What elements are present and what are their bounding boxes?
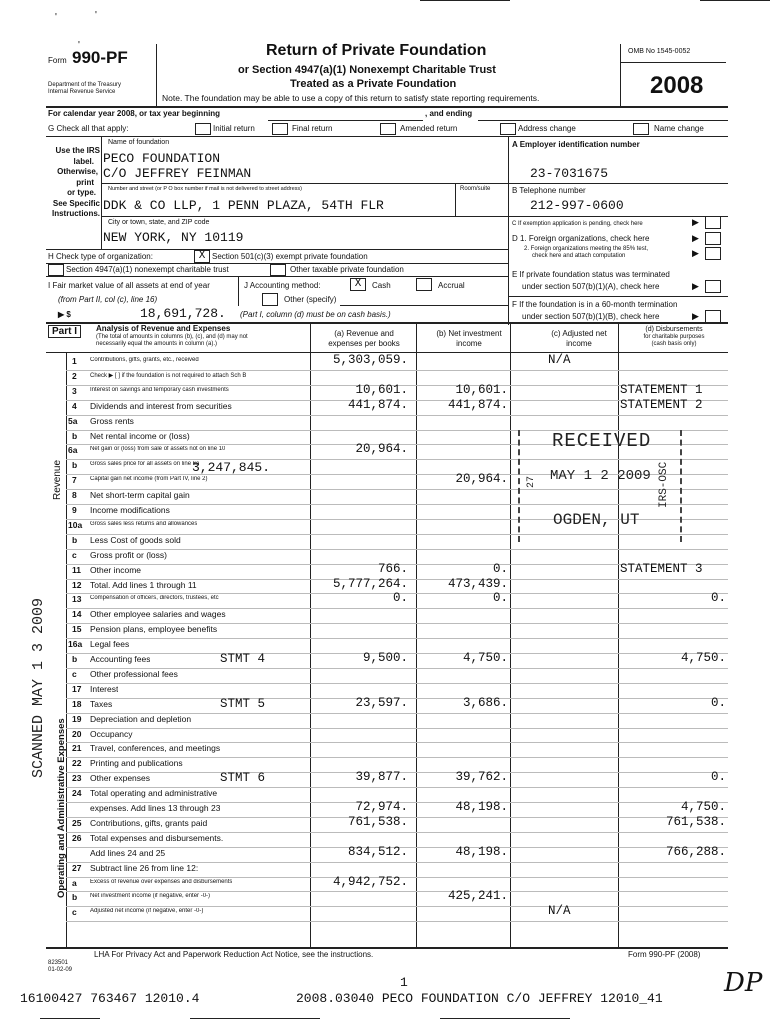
row-number: 20 xyxy=(72,728,82,739)
row-label: Occupancy xyxy=(90,728,133,739)
received-stamp-date: MAY 1 2 2009 xyxy=(550,468,651,484)
col-d-value: 761,538. xyxy=(665,814,726,829)
row-label: Capital gain net income (from Part IV, line 2) xyxy=(90,476,208,483)
col-b-value: 48,198. xyxy=(455,844,508,859)
row-label: Income modifications xyxy=(90,505,170,515)
col-b-value: 473,439. xyxy=(447,576,508,591)
col-d-header-2: for charitable purposes xyxy=(643,334,705,340)
irs-name: Internal Revenue Service xyxy=(48,89,116,95)
row-number: 14 xyxy=(72,609,82,620)
row-number: 11 xyxy=(72,564,81,575)
row-label: Travel, conferences, and meetings xyxy=(90,743,221,754)
document-id-right: 2008.03040 PECO FOUNDATION C/O JEFFREY 12010_41 xyxy=(296,991,663,1006)
street-address: DDK & CO LLP, 1 PENN PLAZA, 54TH FLR xyxy=(103,198,384,213)
name-change-label: Name change xyxy=(654,124,704,133)
col-b-value: 425,241. xyxy=(447,889,508,904)
row-label: Taxes xyxy=(90,698,113,709)
foundation-name-label: Name of foundation xyxy=(108,139,170,146)
row-number: 1 xyxy=(72,356,77,366)
section-501c3-label: Section 501(c)(3) exempt private foundation xyxy=(212,252,368,261)
d2-foreign-computation: check here and attach computation xyxy=(532,253,626,259)
col-b-value: 10,601. xyxy=(455,382,508,397)
col-b-value: 20,964. xyxy=(455,472,508,487)
row-label: Other professional fees xyxy=(90,668,178,679)
e-terminated-label-2: under section 507(b)(1)(A), check here xyxy=(522,282,660,291)
form-title: Return of Private Foundation xyxy=(266,42,487,59)
foundation-care-of: C/O JEFFREY FEINMAN xyxy=(103,166,252,181)
row-number: b xyxy=(72,892,78,903)
f-termination-label: F If the foundation is in a 60-month termination xyxy=(512,300,678,309)
row-number: 19 xyxy=(72,713,82,724)
omb-number: OMB No 1545-0052 xyxy=(628,48,691,55)
telephone-value: 212-997-0600 xyxy=(530,198,624,213)
row-label: Total expenses and disbursements. xyxy=(90,832,224,843)
row-label: Contributions, gifts, grants, etc., received xyxy=(90,357,199,363)
row-label: Add lines 24 and 25 xyxy=(90,847,166,858)
row-number: 16a xyxy=(68,639,83,650)
row-label: Total operating and administrative xyxy=(90,788,218,799)
form-subtitle: or Section 4947(a)(1) Nonexempt Charitable Trust xyxy=(238,64,496,76)
telephone-label: B Telephone number xyxy=(512,186,586,195)
other-method-label: Other (specify) xyxy=(284,295,337,304)
col-d-header: (d) Disbursements xyxy=(645,326,703,333)
e-terminated-checkbox[interactable] xyxy=(705,280,721,293)
stamp-number: 27 xyxy=(526,475,537,488)
row-number: 5a xyxy=(68,415,78,426)
scanned-stamp: SCANNED MAY 1 3 2009 xyxy=(30,597,47,778)
row-number: 6a xyxy=(68,445,78,456)
fmv-value: 18,691,728. xyxy=(140,306,226,321)
col-b-value: 0. xyxy=(492,561,508,576)
row-label: Other income xyxy=(90,564,142,575)
d2-foreign-checkbox[interactable] xyxy=(705,247,721,260)
row-number: 26 xyxy=(72,832,82,843)
row-number: 7 xyxy=(72,475,77,486)
col-d-value: STATEMENT 3 xyxy=(620,561,703,576)
cash-basis-note: (Part I, column (d) must be on cash basis.) xyxy=(240,310,391,319)
city-label: City or town, state, and ZIP code xyxy=(108,219,210,226)
col-b-value: 4,750. xyxy=(462,651,508,665)
part-i-label: Part I xyxy=(48,325,81,338)
col-a-value: 20,964. xyxy=(355,442,408,457)
amended-return-label: Amended return xyxy=(400,124,458,133)
footer-code: 823501 xyxy=(48,960,69,966)
row-label: Accounting fees xyxy=(90,654,151,664)
col-b-value: 48,198. xyxy=(455,800,508,814)
row-number: 17 xyxy=(72,683,82,694)
room-suite-label: Room/suite xyxy=(460,186,491,192)
row-number: b xyxy=(72,534,78,545)
row-number: 9 xyxy=(72,505,77,515)
col-d-value: 0. xyxy=(710,770,726,785)
e-terminated-label: E If private foundation status was terminated xyxy=(512,270,670,279)
col-d-value: 0. xyxy=(710,591,726,606)
accrual-method-label: Accrual xyxy=(438,281,465,290)
department: Department of the Treasury xyxy=(48,82,122,88)
j-accounting-label: J Accounting method: xyxy=(244,281,321,290)
row-label: Pension plans, employee benefits xyxy=(90,624,218,635)
row-label: Check ▶ [ ] if the foundation is not required to attach Sch B xyxy=(90,372,247,379)
col-a-value: 23,597. xyxy=(355,695,408,710)
col-d-value: 4,750. xyxy=(680,800,726,814)
row-number: c xyxy=(72,549,77,560)
row-divider xyxy=(66,683,728,684)
received-stamp-office: OGDEN, UT xyxy=(553,511,640,529)
i-dollar: ▶ $ xyxy=(58,310,71,319)
col-d-value: STATEMENT 2 xyxy=(620,397,703,412)
row-divider xyxy=(66,415,728,416)
row-label: Gross sales price for all assets on line 6a xyxy=(90,461,200,468)
row-label: Adjusted net income (if negative, enter -0-) xyxy=(90,908,204,915)
row-label: Gross profit or (loss) xyxy=(90,549,167,560)
cash-method-label: Cash xyxy=(372,281,391,290)
accrual-method-checkbox[interactable] xyxy=(416,278,432,291)
revenue-side-label: Revenue xyxy=(52,459,63,500)
form-number: 990-PF xyxy=(72,48,128,67)
row-number: a xyxy=(72,877,77,888)
d2-foreign-label: 2. Foreign organizations meeting the 85% test, xyxy=(524,246,649,252)
row-number: 12 xyxy=(72,579,82,590)
row-label: Other expenses xyxy=(90,773,151,784)
col-a-value: 834,512. xyxy=(347,844,408,859)
row-number: 10a xyxy=(68,519,83,530)
row-number: 22 xyxy=(72,758,82,769)
tax-year: 2008 xyxy=(650,72,704,99)
col-c-header-2: income xyxy=(566,339,592,348)
name-change-checkbox[interactable] xyxy=(633,123,649,135)
c-exemption-checkbox[interactable] xyxy=(705,216,721,229)
row-divider xyxy=(66,370,728,371)
row-number: 2 xyxy=(72,370,77,381)
col-a-value: 5,303,059. xyxy=(332,353,408,367)
col-c-header: (c) Adjusted net xyxy=(551,329,607,338)
row-label: Printing and publications xyxy=(90,758,183,769)
row-number: 13 xyxy=(72,594,82,605)
initial-return-label: Initial return xyxy=(213,124,255,133)
scan-mark: ' xyxy=(78,40,80,51)
part-i-desc-2: necessarily equal the amounts in column (a).) xyxy=(96,341,218,347)
gross-sales-amount: 3,247,845. xyxy=(192,460,271,475)
scan-mark: ' xyxy=(95,10,97,21)
row-number: 8 xyxy=(72,490,77,501)
col-b-header-2: income xyxy=(456,339,482,348)
footer-date-code: 01-02-09 xyxy=(48,967,73,973)
col-a-value: 0. xyxy=(392,591,408,606)
row-number: b xyxy=(72,654,78,664)
row-label: Net gain or (loss) from sale of assets not on line 10 xyxy=(90,446,226,453)
irs-osc-stamp: IRS-OSC xyxy=(658,461,670,508)
col-a-value: 5,777,264. xyxy=(332,576,408,591)
d1-foreign-checkbox[interactable] xyxy=(705,232,721,245)
row-divider xyxy=(66,728,728,729)
document-id-left: 16100427 763467 12010.4 xyxy=(20,991,200,1006)
cash-method-checkbox[interactable]: X xyxy=(350,278,366,291)
row-label: Net rental income or (loss) xyxy=(90,430,190,441)
row-divider xyxy=(66,891,728,892)
privacy-notice: LHA For Privacy Act and Paperwork Reduction Act Notice, see the instructions. xyxy=(94,950,374,959)
col-a-value: 10,601. xyxy=(355,382,408,397)
row-label: Net short-term capital gain xyxy=(90,490,190,501)
col-a-value: 4,942,752. xyxy=(332,874,408,889)
city-state-zip: NEW YORK, NY 10119 xyxy=(103,230,244,245)
row-label: Legal fees xyxy=(90,639,130,650)
address-change-checkbox[interactable] xyxy=(500,123,516,135)
col-b-header: (b) Net investment xyxy=(436,329,502,338)
row-statement-ref: STMT 5 xyxy=(220,696,266,711)
col-c-value: N/A xyxy=(548,904,571,919)
col-b-value: 0. xyxy=(492,591,508,606)
initial-return-checkbox[interactable] xyxy=(195,123,211,135)
final-return-checkbox[interactable] xyxy=(272,123,288,135)
other-taxable-checkbox[interactable] xyxy=(270,264,286,276)
received-stamp-text: RECEIVED xyxy=(552,430,652,452)
row-label: Depreciation and depletion xyxy=(90,713,192,724)
row-label: Interest on savings and temporary cash investments xyxy=(90,386,229,393)
calendar-year-label: For calendar year 2008, or tax year beginning xyxy=(48,109,221,118)
expenses-side-label: Operating and Administrative Expenses xyxy=(56,718,67,898)
row-number: 15 xyxy=(72,624,82,635)
row-label: Gross rents xyxy=(90,415,134,426)
row-label: Compensation of officers, directors, trustees, etc xyxy=(90,595,219,602)
final-return-label: Final return xyxy=(292,124,333,133)
row-number: 25 xyxy=(72,817,82,828)
col-c-value: N/A xyxy=(548,353,571,367)
col-d-value: STATEMENT 1 xyxy=(620,382,703,397)
use-irs-label: Use the IRS label. Otherwise, print or type. See Specific Instructions. xyxy=(52,146,101,218)
amended-return-checkbox[interactable] xyxy=(380,123,396,135)
col-b-value: 3,686. xyxy=(462,695,508,710)
row-label: Other employee salaries and wages xyxy=(90,609,226,620)
ein-label: A Employer identification number xyxy=(512,140,640,149)
row-label: Net investment income (if negative, enter -0-) xyxy=(90,893,211,900)
form-footer-label: Form 990-PF (2008) xyxy=(628,950,701,959)
address-change-label: Address change xyxy=(518,124,576,133)
street-label: Number and street (or P O box number if mail is not delivered to street address) xyxy=(108,186,303,192)
row-number: 24 xyxy=(72,788,82,799)
row-label: expenses. Add lines 13 through 23 xyxy=(90,803,221,813)
section-4947-label: Section 4947(a)(1) nonexempt charitable trust xyxy=(66,265,229,274)
row-number: b xyxy=(72,460,78,471)
col-d-value: 766,288. xyxy=(665,844,726,859)
col-b-value: 39,762. xyxy=(455,770,508,785)
col-a-header-2: expenses per books xyxy=(328,339,400,348)
row-number: 4 xyxy=(72,400,77,411)
row-number: c xyxy=(72,907,77,918)
row-label: Less Cost of goods sold xyxy=(90,534,181,545)
form-note: Note. The foundation may be able to use a copy of this return to satisfy state reporting requirements. xyxy=(162,93,540,103)
row-statement-ref: STMT 4 xyxy=(220,652,266,666)
row-divider xyxy=(66,921,728,922)
preparer-initials: DP xyxy=(724,968,763,998)
part-i-desc: (The total of amounts in columns (b), (c), and (d) may not xyxy=(96,334,248,340)
d1-foreign-label: D 1. Foreign organizations, check here xyxy=(512,234,650,243)
col-a-header: (a) Revenue and xyxy=(334,329,394,338)
row-number: 3 xyxy=(72,385,77,396)
section-4947-checkbox[interactable] xyxy=(48,264,64,276)
col-a-value: 72,974. xyxy=(355,800,408,814)
row-label: Gross sales less returns and allowances xyxy=(90,520,198,527)
row-number: c xyxy=(72,668,77,679)
row-number: 23 xyxy=(72,773,82,784)
row-number: 18 xyxy=(72,698,82,709)
col-a-value: 761,538. xyxy=(347,814,408,829)
row-number: 21 xyxy=(72,743,82,754)
c-exemption-label: C If exemption application is pending, check here xyxy=(512,221,643,227)
row-label: Excess of revenue over expenses and disbursements xyxy=(90,878,233,885)
scan-mark: ' xyxy=(55,12,57,23)
f-termination-label-2: under section 507(b)(1)(B), check here xyxy=(522,312,660,321)
col-a-value: 39,877. xyxy=(355,770,408,785)
row-divider xyxy=(66,638,728,639)
section-501c3-checkbox[interactable]: X xyxy=(194,250,210,263)
row-label: Interest xyxy=(90,683,119,694)
part-i-title: Analysis of Revenue and Expenses xyxy=(96,324,231,333)
row-statement-ref: STMT 6 xyxy=(220,771,266,786)
col-a-value: 9,500. xyxy=(362,651,408,665)
col-a-value: 441,874. xyxy=(347,397,408,412)
i-fmv-label: I Fair market value of all assets at end of year xyxy=(48,281,210,290)
ein-value: 23-7031675 xyxy=(530,166,609,181)
and-ending-label: , and ending xyxy=(425,109,473,118)
form-prefix: Form xyxy=(48,56,67,65)
g-check-label: G Check all that apply: xyxy=(48,124,129,133)
foundation-name: PECO FOUNDATION xyxy=(103,151,221,166)
col-b-value: 441,874. xyxy=(447,397,508,412)
col-a-value: 766. xyxy=(377,561,408,576)
other-method-checkbox[interactable] xyxy=(262,293,278,306)
row-label: Contributions, gifts, grants paid xyxy=(90,817,208,828)
i-fmv-source: (from Part II, col (c), line 16) xyxy=(58,295,158,304)
row-label: Total. Add lines 1 through 11 xyxy=(90,579,197,590)
page-number: 1 xyxy=(400,975,408,990)
other-taxable-label: Other taxable private foundation xyxy=(290,265,404,274)
row-label: Subtract line 26 from line 12: xyxy=(90,862,199,873)
row-label: Dividends and interest from securities xyxy=(90,400,232,411)
form-subtitle-2: Treated as a Private Foundation xyxy=(290,78,457,90)
row-number: 27 xyxy=(72,862,82,873)
col-d-value: 4,750. xyxy=(680,651,726,665)
row-number: b xyxy=(72,430,78,441)
col-d-header-3: (cash basis only) xyxy=(651,341,697,347)
col-d-value: 0. xyxy=(710,695,726,710)
row-divider xyxy=(66,906,728,907)
h-type-label: H Check type of organization: xyxy=(48,252,153,261)
